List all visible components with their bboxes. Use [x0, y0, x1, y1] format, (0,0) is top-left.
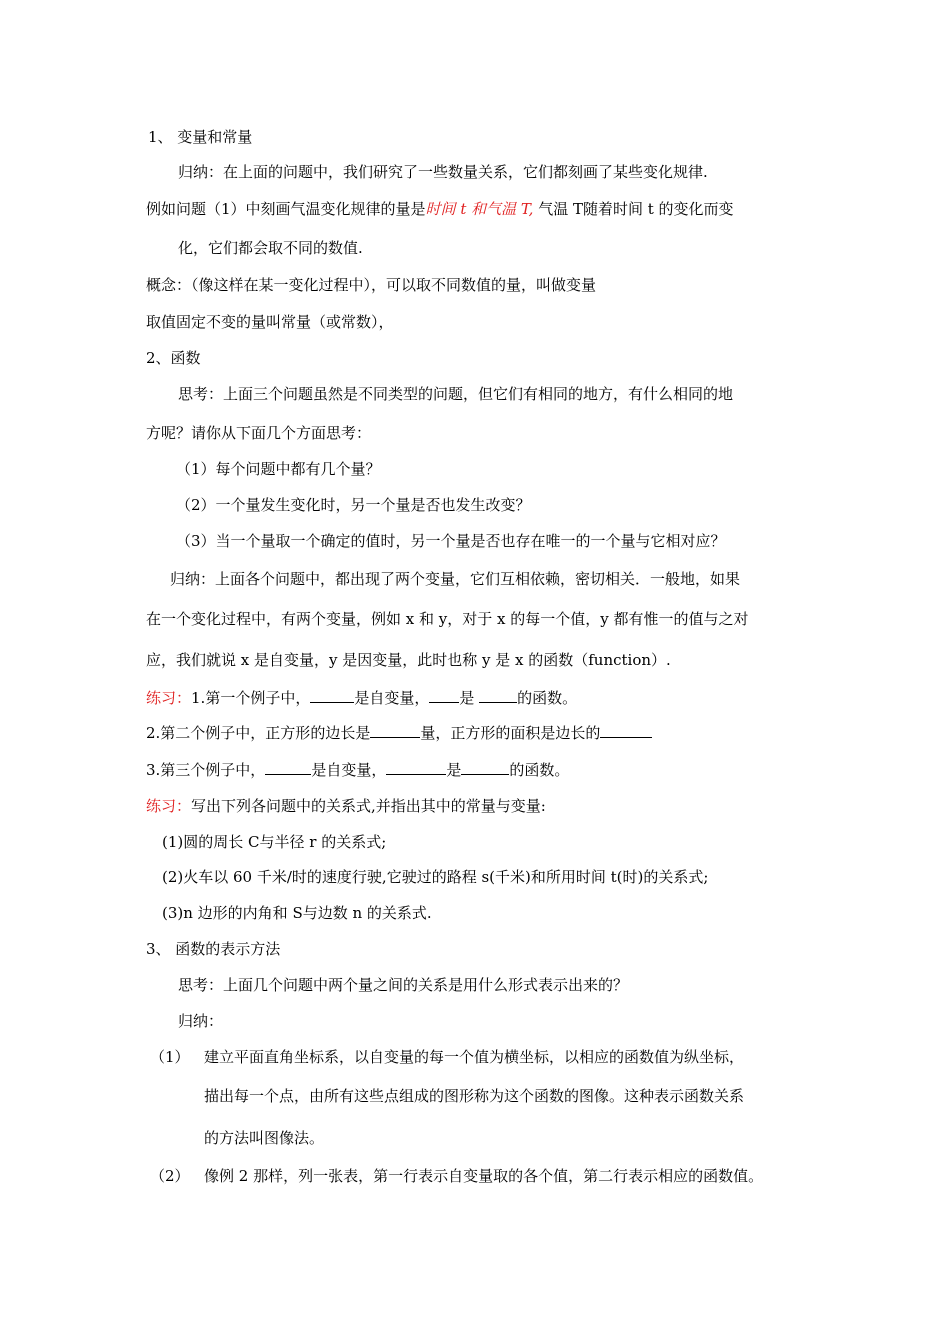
exercise3-text-d: 的函数。 [509, 761, 570, 779]
method2-text: 像例 2 那样，列一张表，第一行表示自变量取的各个值，第二行表示相应的函数值。 [204, 1167, 764, 1185]
method1-text-cont1: 描出每一个点，由所有这些点组成的图形称为这个函数的图像。这种表示函数关系 [204, 1087, 745, 1105]
exercise2-item1: (1)圆的周长 C与半径 r 的关系式; [162, 833, 387, 851]
question-3: （3）当一个量取一个确定的值时，另一个量是否也存在唯一的一个量与它相对应？ [176, 532, 726, 550]
exercise-label: 练习： [146, 797, 192, 815]
method1-text: 建立平面直角坐标系，以自变量的每一个值为横坐标，以相应的函数值为纵坐标， [204, 1048, 745, 1066]
exercise2-item3: (3)n 边形的内角和 S与边数 n 的关系式. [162, 904, 432, 922]
exercise3-text-c: 是 [446, 761, 462, 779]
exercise1-item1 [146, 688, 577, 708]
function-summary-cont1: 在一个变化过程中，有两个变量，例如 x 和 y，对于 x 的每一个值，y 都有惟一的值与之对 [146, 610, 749, 628]
section2-think-cont: 方呢？请你从下面几个方面思考： [146, 424, 372, 442]
exercise1-item2 [146, 723, 652, 743]
question-2: （2）一个量发生变化时，另一个量是否也发生改变？ [176, 496, 531, 514]
exercise1-text-d: 的函数。 [517, 689, 578, 707]
concept-constant: 取值固定不变的量叫常量（或常数）， [146, 313, 394, 331]
exercise1-item3 [146, 760, 569, 780]
exercise1-text-b: 是自变量， [354, 689, 430, 707]
answer-blank[interactable] [370, 723, 420, 738]
answer-blank[interactable] [310, 688, 354, 703]
exercise1-text-a: 1.第一个例子中， [191, 689, 311, 707]
section1-example-cont: 化，它们都会取不同的数值. [178, 239, 363, 257]
exercise2-intro-text: 写出下列各问题中的关系式,并指出其中的常量与变量: [191, 797, 546, 815]
answer-blank[interactable] [600, 723, 652, 738]
section1-example [146, 199, 734, 219]
section2-heading: 2、函数 [146, 349, 201, 367]
section2-think: 思考：上面三个问题虽然是不同类型的问题，但它们有相同的地方，有什么相同的地 [178, 385, 734, 403]
example-text-b: 气温 T随着时间 t 的变化而变 [533, 200, 734, 218]
exercise2-intro [146, 796, 546, 816]
exercise3-text-a: 3.第三个例子中， [146, 761, 266, 779]
exercise1-text-c: 是 [459, 689, 480, 707]
answer-blank[interactable] [265, 760, 311, 775]
section1-heading: 1、 变量和常量 [148, 128, 253, 146]
exercise2-text-a: 2.第二个例子中，正方形的边长是 [146, 724, 371, 742]
concept-variable: 概念：（像这样在某一变化过程中），可以取不同数值的量，叫做变量 [146, 276, 597, 294]
exercise-label: 练习： [146, 689, 192, 707]
function-definition: 应，我们就说 x 是自变量，y 是因变量，此时也称 y 是 x 的函数（function）. [146, 651, 671, 669]
exercise3-text-b: 是自变量， [311, 761, 387, 779]
section1-summary: 归纳：在上面的问题中，我们研究了一些数量关系，它们都刻画了某些变化规律. [178, 163, 708, 181]
section3-think: 思考：上面几个问题中两个量之间的关系是用什么形式表示出来的？ [178, 976, 629, 994]
exercise2-text-b: 量，正方形的面积是边长的 [420, 724, 601, 742]
answer-blank[interactable] [386, 760, 446, 775]
function-summary: 归纳：上面各个问题中，都出现了两个变量，它们互相依赖，密切相关．一般地，如果 [170, 570, 741, 588]
method2-number: （2） [150, 1167, 190, 1185]
answer-blank[interactable] [479, 688, 517, 703]
section3-summary-label: 归纳： [178, 1012, 224, 1030]
example-highlight: 时间 t 和气温 T, [425, 200, 534, 218]
answer-blank[interactable] [429, 688, 459, 703]
section3-heading: 3、 函数的表示方法 [146, 940, 281, 958]
method1-text-cont2: 的方法叫图像法。 [204, 1129, 325, 1147]
method1-number: （1） [150, 1048, 190, 1066]
example-text-a: 例如问题（1）中刻画气温变化规律的量是 [146, 200, 426, 218]
exercise2-item2: (2)火车以 60 千米/时的速度行驶,它驶过的路程 s(千米)和所用时间 t(时)的关系式; [162, 868, 709, 886]
question-1: （1）每个问题中都有几个量？ [176, 460, 381, 478]
answer-blank[interactable] [461, 760, 509, 775]
